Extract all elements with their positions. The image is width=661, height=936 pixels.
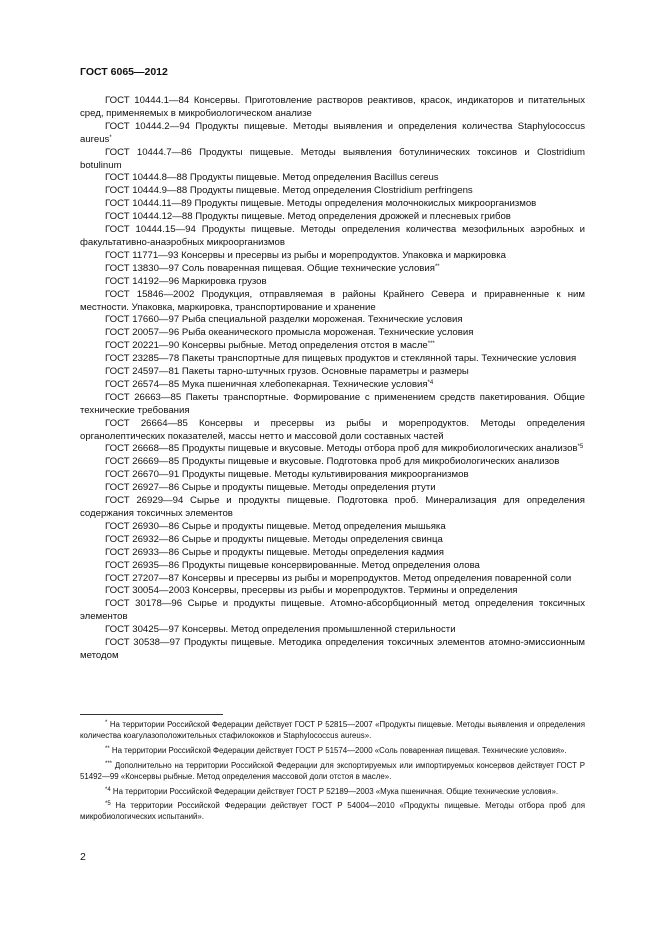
reference-text: ГОСТ 10444.2—94 Продукты пищевые. Методы выявления и определения количества Staphylococcus aureus — [80, 120, 585, 145]
reference-item — [80, 547, 585, 560]
normative-references-list — [80, 95, 585, 663]
reference-text: ГОСТ 13830—97 Соль поваренная пищевая. Общие технические условия — [105, 262, 435, 274]
reference-text: ГОСТ 10444.8—88 Продукты пищевые. Метод определения Bacillus cereus — [105, 172, 439, 184]
footnote-mark: *4 — [105, 786, 111, 793]
reference-item — [80, 573, 585, 586]
reference-text: ГОСТ 26664—85 Консервы и пресервы из рыбы и морепродуктов. Методы определения органолептических показателей, массы нетто и массовой доли составных частей — [80, 417, 585, 442]
reference-text: ГОСТ 26669—85 Продукты пищевые и вкусовые. Подготовка проб для микробиологических анализов — [105, 456, 560, 468]
reference-text: ГОСТ 24597—81 Пакеты тарно-штучных грузов. Основные параметры и размеры — [105, 366, 469, 378]
reference-text: ГОСТ 26929—94 Сырье и продукты пищевые. Подготовка проб. Минерализация для определения содержания токсичных элементов — [80, 495, 585, 519]
reference-item — [80, 418, 585, 444]
footnotes-list — [80, 720, 585, 827]
reference-text: ГОСТ 10444.9—88 Продукты пищевые. Метод определения Clostridium perfringens — [105, 185, 473, 197]
reference-text: ГОСТ 30178—96 Сырье и продукты пищевые. Атомно-абсорбционный метод определения токсичных элементов — [80, 598, 585, 623]
reference-item — [80, 211, 585, 224]
reference-text: ГОСТ 15846—2002 Продукция, отправляемая в районы Крайнего Севера и приравненные к ним местности. Упаковка, маркировка, транспортирование и хранение — [80, 288, 585, 313]
footnote-mark: ** — [105, 745, 110, 752]
footnote-item — [80, 720, 585, 742]
footnote-separator — [80, 714, 223, 715]
reference-text: ГОСТ 26932—86 Сырье и продукты пищевые. Методы определения свинца — [105, 533, 443, 545]
standard-header: ГОСТ 6065—2012 — [80, 66, 168, 78]
footnote-marker: ** — [434, 263, 440, 270]
reference-text: ГОСТ 27207—87 Консервы и пресервы из рыбы и морепродуктов. Метод определения поваренной соли — [105, 572, 572, 584]
reference-item — [80, 366, 585, 379]
reference-text: ГОСТ 10444.12—88 Продукты пищевые. Метод определения дрожжей и плесневых грибов — [105, 211, 511, 223]
reference-item — [80, 198, 585, 211]
footnote-item — [80, 801, 585, 823]
reference-text: ГОСТ 14192—96 Маркировка грузов — [105, 275, 267, 287]
reference-text: ГОСТ 26574—85 Мука пшеничная хлебопекарная. Технические условия — [105, 378, 428, 390]
reference-text: ГОСТ 30054—2003 Консервы, пресервы из рыбы и морепродуктов. Термины и определения — [105, 585, 518, 597]
reference-item — [80, 172, 585, 185]
reference-item — [80, 624, 585, 637]
page-number: 2 — [80, 851, 86, 863]
reference-item — [80, 95, 585, 121]
reference-item — [80, 598, 585, 624]
reference-text: ГОСТ 10444.7—86 Продукты пищевые. Методы выявления ботулинических токсинов и Clostridium botulinum — [80, 146, 585, 171]
reference-item — [80, 353, 585, 366]
footnote-marker: *5 — [577, 444, 584, 451]
footnote-mark: *5 — [105, 801, 111, 808]
reference-item — [80, 521, 585, 534]
reference-text: ГОСТ 10444.1—84 Консервы. Приготовление растворов реактивов, красок, индикаторов и питательных сред, применяемых в микробиологическом анализе — [80, 95, 585, 119]
footnote-mark: * — [105, 720, 108, 726]
reference-text: ГОСТ 17660—97 Рыба специальной разделки мороженая. Технические условия — [105, 314, 463, 326]
reference-item — [80, 443, 585, 456]
reference-text: ГОСТ 26935—86 Продукты пищевые консервированные. Метод определения олова — [105, 559, 480, 571]
reference-text: ГОСТ 20221—90 Консервы рыбные. Метод определения отстоя в масле — [105, 340, 428, 352]
reference-text: ГОСТ 11771—93 Консервы и пресервы из рыбы и морепродуктов. Упаковка и маркировка — [105, 249, 506, 261]
footnote-text: На территории Российской Федерации действует ГОСТ Р 52189—2003 «Мука пшеничная. Общие технические условия». — [112, 786, 559, 796]
reference-item — [80, 495, 585, 521]
footnote-text: На территории Российской Федерации действует ГОСТ Р 51574—2000 «Соль поваренная пищевая. Технические условия». — [111, 745, 567, 755]
reference-text: ГОСТ 30538—97 Продукты пищевые. Методика определения токсичных элементов атомно-эмиссионным методом — [80, 637, 585, 661]
reference-item — [80, 585, 585, 598]
reference-item — [80, 314, 585, 327]
footnote-text: Дополнительно на территории Российской Федерации для экспортируемых или импортируемых консервов действует ГОСТ Р 51492—99 «Консервы рыбные. Метод определения массовой доли отстоя в масле». — [80, 760, 585, 781]
reference-item — [80, 185, 585, 198]
reference-text: ГОСТ 10444.15—94 Продукты пищевые. Методы определения количества мезофильных аэробных и факультативно-анаэробных микроорганизмов — [80, 224, 585, 248]
reference-text: ГОСТ 10444.11—89 Продукты пищевые. Методы определения молочнокислых микроорганизмов — [105, 198, 537, 210]
reference-item — [80, 482, 585, 495]
reference-text: ГОСТ 23285—78 Пакеты транспортные для пищевых продуктов и стеклянной тары. Технические условия — [105, 353, 577, 365]
footnote-item — [80, 787, 585, 798]
reference-item — [80, 456, 585, 469]
reference-item — [80, 534, 585, 547]
footnote-marker: *** — [427, 341, 435, 348]
footnote-item — [80, 746, 585, 757]
reference-item — [80, 327, 585, 340]
reference-item — [80, 379, 585, 392]
reference-item — [80, 121, 585, 147]
reference-item — [80, 289, 585, 315]
reference-item — [80, 147, 585, 173]
footnote-item — [80, 761, 585, 783]
reference-text: ГОСТ 30425—97 Консервы. Метод определения промышленной стерильности — [105, 624, 456, 636]
reference-item — [80, 263, 585, 276]
reference-text: ГОСТ 26927—86 Сырье и продукты пищевые. Методы определения ртути — [105, 482, 436, 494]
footnote-marker: *4 — [427, 379, 434, 386]
footnote-text: На территории Российской Федерации действует ГОСТ Р 52815—2007 «Продукты пищевые. Методы выявления и определения количества коагулазоположительных стафилококков и Staphylococcus aureus». — [80, 720, 585, 740]
reference-item — [80, 276, 585, 289]
reference-item — [80, 392, 585, 418]
reference-text: ГОСТ 20057—96 Рыба океанического промысла мороженая. Технические условия — [105, 327, 474, 339]
footnote-mark: *** — [105, 760, 113, 767]
footnote-marker: * — [109, 134, 112, 141]
reference-text: ГОСТ 26933—86 Сырье и продукты пищевые. Методы определения кадмия — [105, 546, 444, 558]
reference-text: ГОСТ 26668—85 Продукты пищевые и вкусовые. Методы отбора проб для микробиологических анализов — [105, 443, 578, 455]
reference-text: ГОСТ 26930—86 Сырье и продукты пищевые. Метод определения мышьяка — [105, 520, 446, 532]
reference-item — [80, 340, 585, 353]
reference-item — [80, 250, 585, 263]
reference-item — [80, 637, 585, 663]
reference-item — [80, 560, 585, 573]
reference-item — [80, 469, 585, 482]
footnote-text: На территории Российской Федерации действует ГОСТ Р 54004—2010 «Продукты пищевые. Методы отбора проб для микробиологических испытаний». — [80, 801, 585, 822]
reference-item — [80, 224, 585, 250]
reference-text: ГОСТ 26663—85 Пакеты транспортные. Формирование с применением средств пакетирования. Общие технические требования — [80, 391, 585, 416]
reference-text: ГОСТ 26670—91 Продукты пищевые. Методы культивирования микроорганизмов — [105, 469, 469, 481]
